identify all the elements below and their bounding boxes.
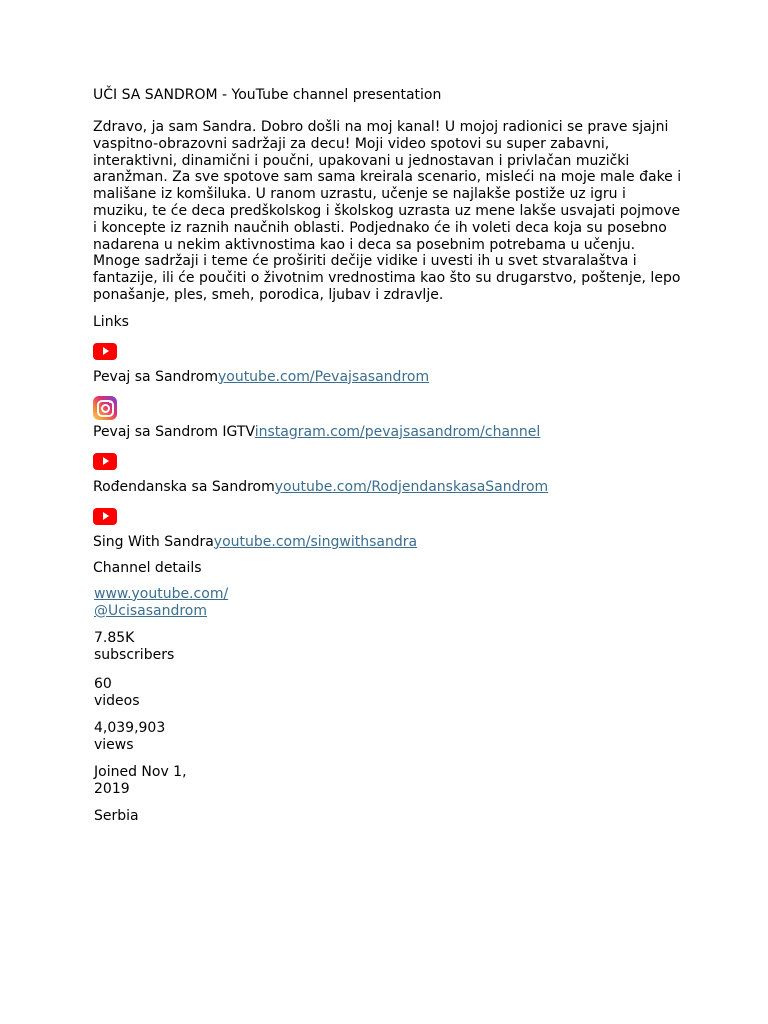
youtube-icon[interactable] [93, 343, 117, 360]
videos-label: videos [94, 692, 140, 709]
joined-line1: Joined Nov 1, [94, 763, 187, 780]
youtube-icon[interactable] [93, 453, 117, 470]
links-heading: Links [93, 313, 129, 330]
link-item-rodjendanska-sa-sandrom [93, 451, 683, 496]
link-item-pevaj-sa-sandrom [93, 341, 683, 386]
link-name: Pevaj sa Sandrom IGTV [93, 423, 255, 440]
subscribers-value: 7.85K [94, 629, 135, 646]
youtube-link[interactable]: youtube.com/Pevajsasandrom [217, 368, 430, 385]
views-label: views [94, 736, 134, 753]
instagram-link[interactable]: instagram.com/pevajsasandrom/channel [254, 423, 541, 440]
youtube-icon[interactable] [93, 508, 117, 525]
channel-details-heading: Channel details [93, 559, 202, 576]
channel-url-line1[interactable]: www.youtube.com/ [94, 585, 229, 602]
views-value: 4,039,903 [94, 719, 166, 736]
videos-stat [93, 676, 204, 710]
country: Serbia [94, 807, 139, 824]
document-title: UČI SA SANDROM - YouTube channel presentation [93, 87, 442, 103]
channel-url[interactable] [93, 586, 683, 620]
link-item-sing-with-sandra [93, 506, 683, 551]
document-page [93, 86, 683, 825]
link-name: Sing With Sandra [93, 533, 214, 550]
youtube-link[interactable]: youtube.com/singwithsandra [213, 533, 418, 550]
subscribers-stat [93, 630, 204, 664]
joined-line2: 2019 [94, 780, 130, 797]
link-item-pevaj-sa-sandrom-igtv [93, 396, 683, 441]
instagram-icon[interactable] [93, 396, 117, 420]
subscribers-label: subscribers [94, 646, 175, 663]
joined-date [93, 764, 204, 798]
videos-value: 60 [94, 675, 112, 692]
link-name: Rođendanska sa Sandrom [93, 478, 275, 495]
youtube-link[interactable]: youtube.com/RodjendanskasaSandrom [274, 478, 549, 495]
link-name: Pevaj sa Sandrom [93, 368, 218, 385]
channel-url-line2[interactable]: @Ucisasandrom [94, 602, 207, 619]
channel-description: Zdravo, ja sam Sandra. Dobro došli na moj kanal! U mojoj radionici se prave sjajni vaspitno-obrazovni sadržaji za decu! Moji video spotovi su super zabavni, interaktivni, dinamični i poučni, upakovani u jednostavan i privlačan muzički aranžman. Za sve spotove sam sama kreirala scenario, misleći na moje male đake i mališane iz komšiluka. U ranom uzrastu, učenje se najlakše postiže uz igru i muziku, te će deca predškolskog i školskog uzrasta uz mene lakše usvajati pojmove i koncepte iz raznih naučnih oblasti. Podjednako će ih voleti deca koja su posebno nadarena u nekim aktivnostima kao i deca sa posebnim potrebama u učenju. Mnoge sadržaji i teme će proširiti dečije vidike i uvesti ih u svet stvaralaštva i fantazije, ili će poučiti o životnim vrednostima kao što su drugarstvo, poštenje, lepo ponašanje, ples, smeh, porodica, ljubav i zdravlje. [93, 119, 682, 303]
views-stat [93, 720, 204, 754]
